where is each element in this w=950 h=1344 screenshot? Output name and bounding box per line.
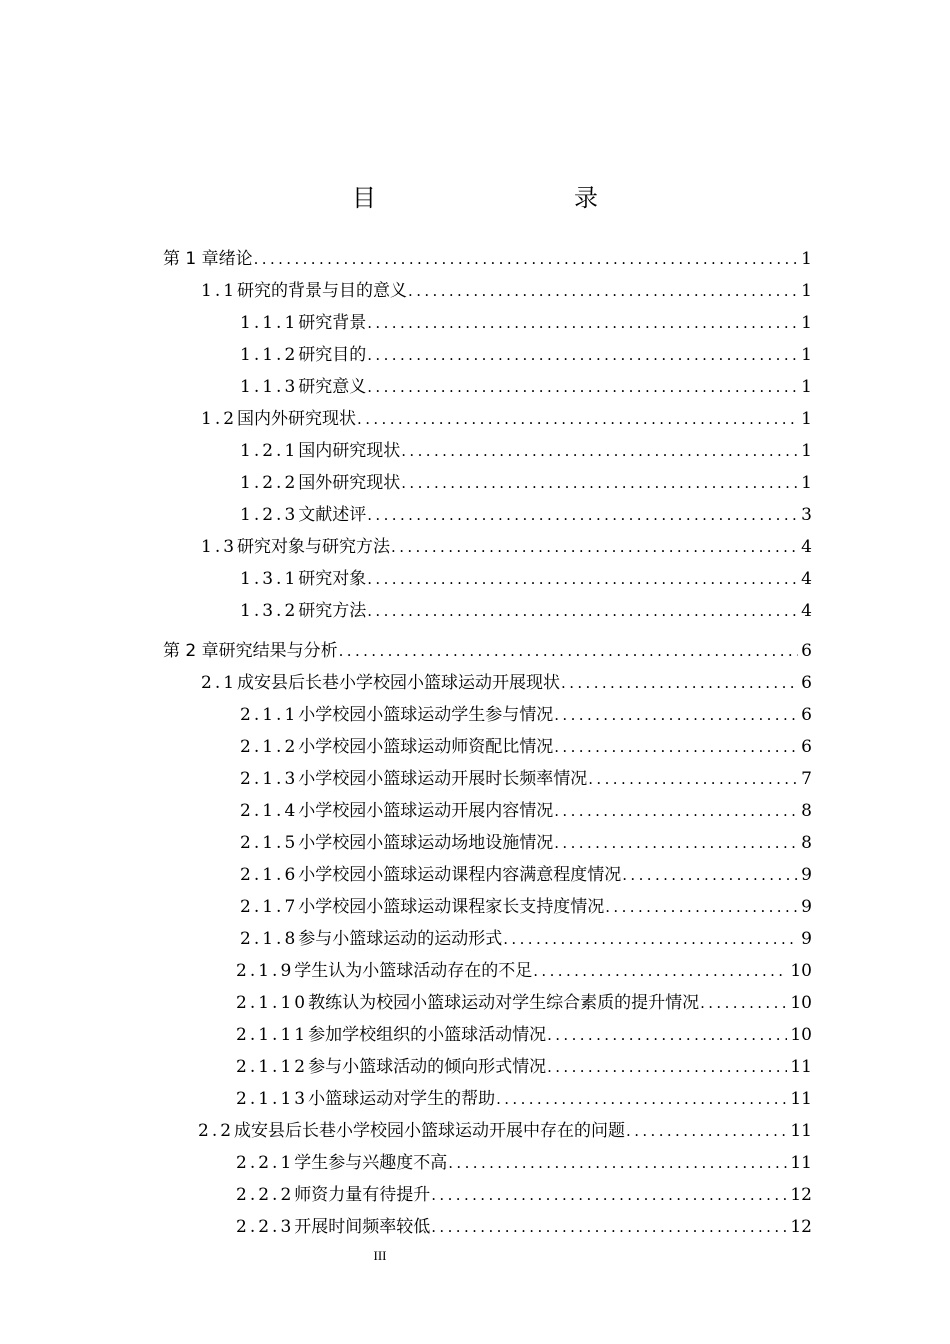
dot-leader bbox=[626, 1117, 787, 1145]
toc-entry[interactable] bbox=[236, 1149, 812, 1177]
toc-entry-label: 绪论 bbox=[218, 249, 253, 269]
toc-entry-number: 1.1.2 bbox=[240, 345, 299, 365]
toc-entry[interactable] bbox=[240, 437, 812, 465]
toc-entry-number: 1.3.1 bbox=[240, 569, 299, 589]
dot-leader bbox=[622, 861, 798, 889]
toc-entry[interactable] bbox=[201, 405, 812, 433]
toc-entry[interactable] bbox=[240, 733, 812, 761]
dot-leader bbox=[503, 925, 798, 953]
toc-entry-number: 2.2 bbox=[198, 1121, 235, 1141]
dot-leader bbox=[339, 637, 799, 665]
dot-leader bbox=[554, 701, 798, 729]
toc-entry-page: 11 bbox=[790, 1057, 812, 1077]
toc-entry-label: 学生参与兴趣度不高 bbox=[294, 1153, 448, 1173]
toc-entry-label: 小学校园小篮球运动师资配比情况 bbox=[298, 737, 554, 757]
toc-entry-number: 1.2.1 bbox=[240, 441, 299, 461]
toc-entry-page: 11 bbox=[790, 1121, 812, 1141]
toc-entry-page: 8 bbox=[801, 833, 812, 853]
toc-entry-number: 2.2.3 bbox=[236, 1217, 295, 1237]
toc-entry-number: 1.1.1 bbox=[240, 313, 299, 333]
toc-entry-label: 研究目的 bbox=[298, 345, 367, 365]
toc-entry-label: 研究方法 bbox=[298, 601, 367, 621]
toc-entry-label: 参与小篮球活动的倾向形式情况 bbox=[308, 1057, 547, 1077]
toc-entry-page: 4 bbox=[801, 537, 812, 557]
dot-leader bbox=[431, 1181, 787, 1209]
toc-entry-page: 4 bbox=[801, 569, 812, 589]
toc-entry-page: 11 bbox=[790, 1153, 812, 1173]
toc-entry-page: 6 bbox=[801, 673, 812, 693]
toc-entry-page: 9 bbox=[801, 865, 812, 885]
dot-leader bbox=[605, 893, 798, 921]
toc-entry-number: 2.1 bbox=[201, 673, 238, 693]
dot-leader bbox=[554, 797, 798, 825]
toc-entry-label: 学生认为小篮球活动存在的不足 bbox=[294, 961, 533, 981]
dot-leader bbox=[700, 989, 787, 1017]
toc-entry-label: 国内研究现状 bbox=[298, 441, 401, 461]
toc-entry[interactable] bbox=[236, 1053, 812, 1081]
dot-leader bbox=[401, 469, 798, 497]
dot-leader bbox=[431, 1213, 787, 1241]
toc-entry-page: 12 bbox=[790, 1217, 812, 1237]
toc-entry[interactable] bbox=[240, 597, 812, 625]
toc-entry-label: 小学校园小篮球运动场地设施情况 bbox=[298, 833, 554, 853]
toc-entry-label: 小学校园小篮球运动课程内容满意程度情况 bbox=[298, 865, 622, 885]
toc-entry[interactable] bbox=[236, 957, 812, 985]
toc-entry-label: 小学校园小篮球运动开展时长频率情况 bbox=[298, 769, 588, 789]
toc-entry-page: 4 bbox=[801, 601, 812, 621]
toc-entry-number: 2.1.7 bbox=[240, 897, 299, 917]
toc-entry-number: 2.1.9 bbox=[236, 961, 295, 981]
toc-entry-label: 研究背景 bbox=[298, 313, 367, 333]
toc-entry[interactable] bbox=[198, 1117, 812, 1145]
toc-entry-label: 成安县后长巷小学校园小篮球运动开展现状 bbox=[237, 673, 561, 693]
toc-entry-label: 研究对象与研究方法 bbox=[237, 537, 391, 557]
toc-entry-number: 2.1.5 bbox=[240, 833, 299, 853]
toc-entry[interactable] bbox=[201, 669, 812, 697]
dot-leader bbox=[391, 533, 798, 561]
toc-entry[interactable] bbox=[240, 501, 812, 529]
toc-entry-page: 1 bbox=[801, 249, 812, 269]
toc-entry-number: 2.1.8 bbox=[240, 929, 299, 949]
toc-entry-page: 1 bbox=[801, 345, 812, 365]
toc-entry-number: 1.2.2 bbox=[240, 473, 299, 493]
toc-entry-page: 12 bbox=[790, 1185, 812, 1205]
toc-entry-label: 小篮球运动对学生的帮助 bbox=[308, 1089, 496, 1109]
toc-entry[interactable] bbox=[240, 309, 812, 337]
toc-entry-page: 1 bbox=[801, 409, 812, 429]
toc-entry[interactable] bbox=[240, 925, 812, 953]
toc-entry-label: 教练认为校园小篮球运动对学生综合素质的提升情况 bbox=[308, 993, 700, 1013]
toc-entry-label: 成安县后长巷小学校园小篮球运动开展中存在的问题 bbox=[234, 1121, 626, 1141]
dot-leader bbox=[554, 829, 798, 857]
toc-entry[interactable] bbox=[240, 765, 812, 793]
toc-entry-number: 1.2 bbox=[201, 409, 238, 429]
toc-entry[interactable] bbox=[240, 341, 812, 369]
toc-entry[interactable] bbox=[240, 893, 812, 921]
toc-entry-label: 参与小篮球运动的运动形式 bbox=[298, 929, 503, 949]
toc-entry-number: 1.3 bbox=[201, 537, 238, 557]
toc-entry-number: 2.1.6 bbox=[240, 865, 299, 885]
toc-entry-label: 研究的背景与目的意义 bbox=[237, 281, 408, 301]
dot-leader bbox=[554, 733, 798, 761]
toc-entry[interactable] bbox=[240, 797, 812, 825]
toc-entry-number: 2.1.13 bbox=[236, 1089, 309, 1109]
toc-entry-label: 研究意义 bbox=[298, 377, 367, 397]
toc-entry-page: 1 bbox=[801, 441, 812, 461]
toc-entry-page: 9 bbox=[801, 897, 812, 917]
page-title: 目 录 bbox=[352, 184, 648, 212]
toc-entry-label: 小学校园小篮球运动学生参与情况 bbox=[298, 705, 554, 725]
toc-entry[interactable] bbox=[240, 565, 812, 593]
dot-leader bbox=[367, 341, 798, 369]
toc-entry-label: 文献述评 bbox=[298, 505, 367, 525]
toc-entry[interactable] bbox=[240, 829, 812, 857]
toc-entry-number: 2.1.2 bbox=[240, 737, 299, 757]
toc-entry-page: 9 bbox=[801, 929, 812, 949]
toc-entry[interactable] bbox=[163, 245, 812, 273]
toc-entry-label: 参加学校组织的小篮球活动情况 bbox=[308, 1025, 547, 1045]
dot-leader bbox=[533, 957, 787, 985]
toc-entry-page: 7 bbox=[801, 769, 812, 789]
toc-entry-label: 师资力量有待提升 bbox=[294, 1185, 431, 1205]
page-number-footer: III bbox=[373, 1248, 387, 1263]
toc-entry-label: 小学校园小篮球运动开展内容情况 bbox=[298, 801, 554, 821]
toc-entry-number: 1.2.3 bbox=[240, 505, 299, 525]
toc-entry-page: 3 bbox=[801, 505, 812, 525]
toc-entry-page: 10 bbox=[790, 1025, 812, 1045]
toc-entry[interactable] bbox=[240, 701, 812, 729]
toc-entry[interactable] bbox=[236, 1213, 812, 1241]
dot-leader bbox=[547, 1053, 787, 1081]
toc-entry-page: 1 bbox=[801, 377, 812, 397]
toc-entry-page: 6 bbox=[801, 641, 812, 661]
toc-entry-number: 2.1.10 bbox=[236, 993, 309, 1013]
dot-leader bbox=[561, 669, 798, 697]
dot-leader bbox=[496, 1085, 787, 1113]
dot-leader bbox=[367, 565, 798, 593]
toc-entry-page: 11 bbox=[790, 1089, 812, 1109]
toc-entry-page: 1 bbox=[801, 281, 812, 301]
toc-entry[interactable] bbox=[236, 1021, 812, 1049]
toc-entry-label: 研究对象 bbox=[298, 569, 367, 589]
toc-entry-number: 第 2 章 bbox=[163, 641, 219, 661]
toc-entry-label: 小学校园小篮球运动课程家长支持度情况 bbox=[298, 897, 605, 917]
toc-entry-page: 8 bbox=[801, 801, 812, 821]
toc-entry-page: 1 bbox=[801, 313, 812, 333]
toc-entry-label: 国内外研究现状 bbox=[237, 409, 357, 429]
toc-entry[interactable] bbox=[201, 533, 812, 561]
dot-leader bbox=[408, 277, 798, 305]
toc-entry-number: 2.1.12 bbox=[236, 1057, 309, 1077]
toc-entry-number: 2.1.3 bbox=[240, 769, 299, 789]
dot-leader bbox=[588, 765, 798, 793]
toc-entry-page: 1 bbox=[801, 473, 812, 493]
toc-entry[interactable] bbox=[236, 1085, 812, 1113]
toc-entry[interactable] bbox=[240, 373, 812, 401]
toc-entry-number: 2.2.2 bbox=[236, 1185, 295, 1205]
dot-leader bbox=[357, 405, 798, 433]
toc-entry[interactable] bbox=[240, 469, 812, 497]
dot-leader bbox=[401, 437, 798, 465]
toc-entry-number: 2.1.4 bbox=[240, 801, 299, 821]
toc-entry-number: 2.1.1 bbox=[240, 705, 299, 725]
dot-leader bbox=[367, 373, 798, 401]
dot-leader bbox=[367, 597, 798, 625]
dot-leader bbox=[367, 309, 798, 337]
toc-entry-number: 1.1.3 bbox=[240, 377, 299, 397]
toc-entry[interactable] bbox=[236, 989, 812, 1017]
toc-entry[interactable] bbox=[201, 277, 812, 305]
toc-entry-label: 国外研究现状 bbox=[298, 473, 401, 493]
toc-entry[interactable] bbox=[240, 861, 812, 889]
dot-leader bbox=[367, 501, 798, 529]
toc-entry-label: 研究结果与分析 bbox=[218, 641, 338, 661]
toc-entry-number: 第 1 章 bbox=[163, 249, 219, 269]
toc-entry-page: 6 bbox=[801, 705, 812, 725]
dot-leader bbox=[448, 1149, 787, 1177]
toc-entry[interactable] bbox=[163, 637, 812, 665]
toc-entry[interactable] bbox=[236, 1181, 812, 1209]
toc-entry-number: 2.2.1 bbox=[236, 1153, 295, 1173]
toc-entry-page: 10 bbox=[790, 993, 812, 1013]
dot-leader bbox=[547, 1021, 787, 1049]
toc-entry-page: 10 bbox=[790, 961, 812, 981]
toc-entry-number: 2.1.11 bbox=[236, 1025, 309, 1045]
dot-leader bbox=[254, 245, 799, 273]
toc-entry-number: 1.3.2 bbox=[240, 601, 299, 621]
toc-entry-label: 开展时间频率较低 bbox=[294, 1217, 431, 1237]
toc-entry-number: 1.1 bbox=[201, 281, 238, 301]
toc-entry-page: 6 bbox=[801, 737, 812, 757]
